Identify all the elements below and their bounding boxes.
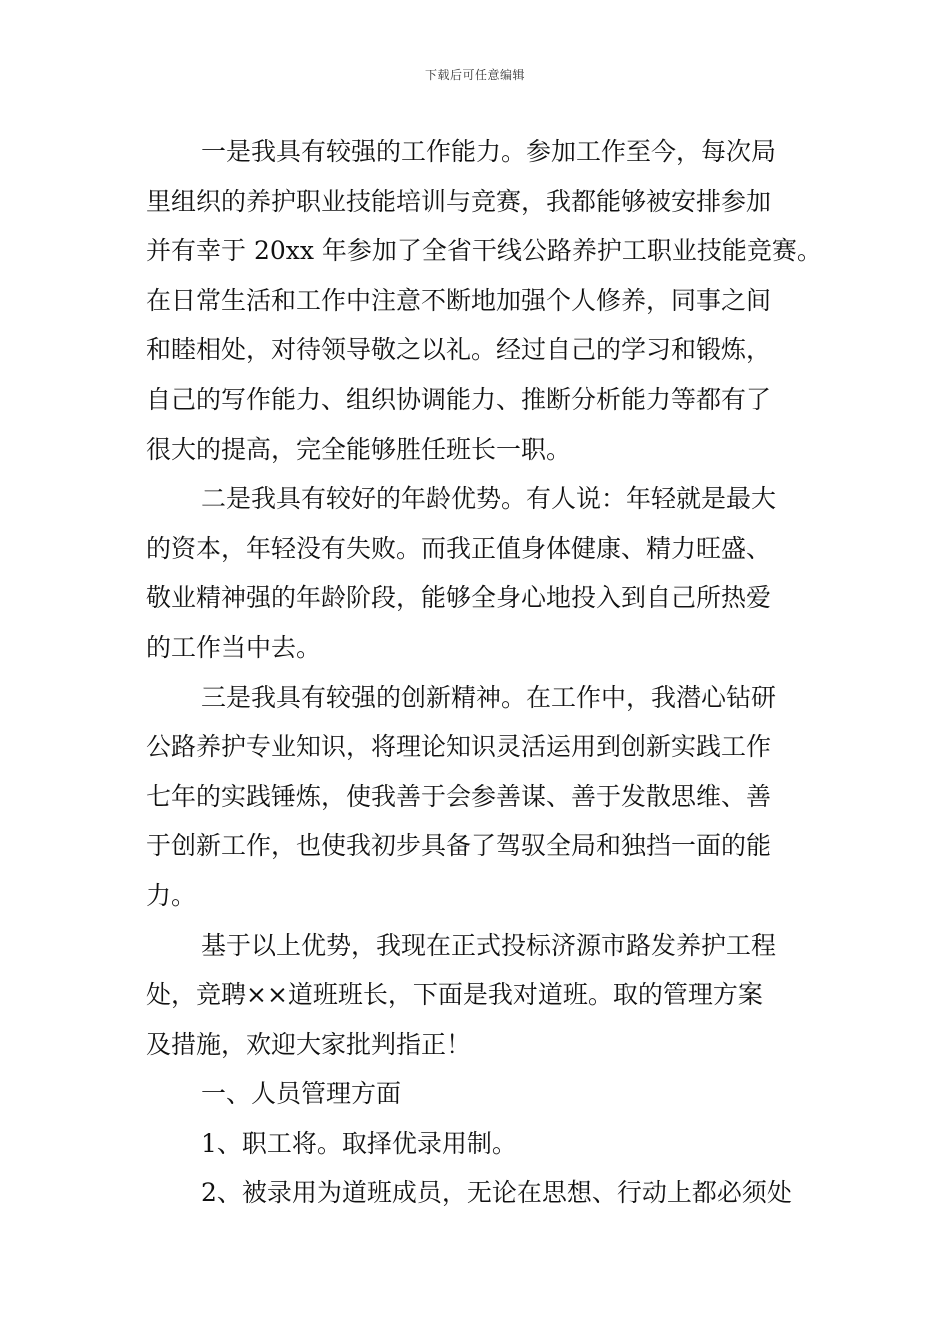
paragraph-line: 在日常生活和工作中注意不断地加强个人修养，同事之间	[146, 285, 772, 315]
paragraph-line: 敬业精神强的年龄阶段，能够全身心地投入到自己所热爱	[146, 583, 772, 613]
paragraph-line: 基于以上优势，我现在正式投标济源市路发养护工程	[201, 930, 777, 960]
header-note: 下载后可任意编辑	[424, 68, 525, 82]
document-body	[146, 127, 822, 1218]
paragraph-line: 处，竞聘××道班班长，下面是我对道班。取的管理方案	[146, 980, 763, 1010]
paragraph-line: 里组织的养护职业技能培训与竞赛，我都能够被安排参加	[146, 186, 772, 216]
paragraph-line: 力。	[146, 880, 197, 910]
paragraph-line: 一是我具有较强的工作能力。参加工作至今，每次局	[201, 137, 777, 166]
paragraph-line: 很大的提高，完全能够胜任班长一职。	[146, 434, 572, 464]
list-item: 2、被录用为道班成员，无论在思想、行动上都必须处	[201, 1178, 792, 1208]
paragraph-line: 和睦相处，对待领导敬之以礼。经过自己的学习和锻炼，	[146, 335, 772, 365]
paragraph-line: 二是我具有较好的年龄优势。有人说：年轻就是最大	[201, 484, 777, 514]
paragraph-line: 于创新工作，也使我初步具备了驾驭全局和独挡一面的能	[146, 831, 772, 861]
paragraph-line: 三是我具有较强的创新精神。在工作中，我潜心钻研	[201, 682, 777, 712]
paragraph-line: 的工作当中去。	[146, 632, 322, 662]
paragraph-line: 七年的实践锤炼，使我善于会参善谋、善于发散思维、善	[146, 781, 772, 811]
paragraph-line: 公路养护专业知识，将理论知识灵活运用到创新实践工作	[146, 732, 772, 762]
paragraph-line: 及措施，欢迎大家批判指正！	[146, 1029, 472, 1059]
section-heading: 一、人员管理方面	[201, 1079, 402, 1109]
paragraph-line: 自己的写作能力、组织协调能力、推断分析能力等都有了	[146, 384, 772, 414]
paragraph-line: 的资本，年轻没有失败。而我正值身体健康、精力旺盛、	[146, 533, 772, 563]
paragraph-line: 并有幸于 20xx 年参加了全省干线公路养护工职业技能竞赛。	[146, 236, 822, 266]
list-item: 1、职工将。取择优录用制。	[201, 1128, 517, 1158]
